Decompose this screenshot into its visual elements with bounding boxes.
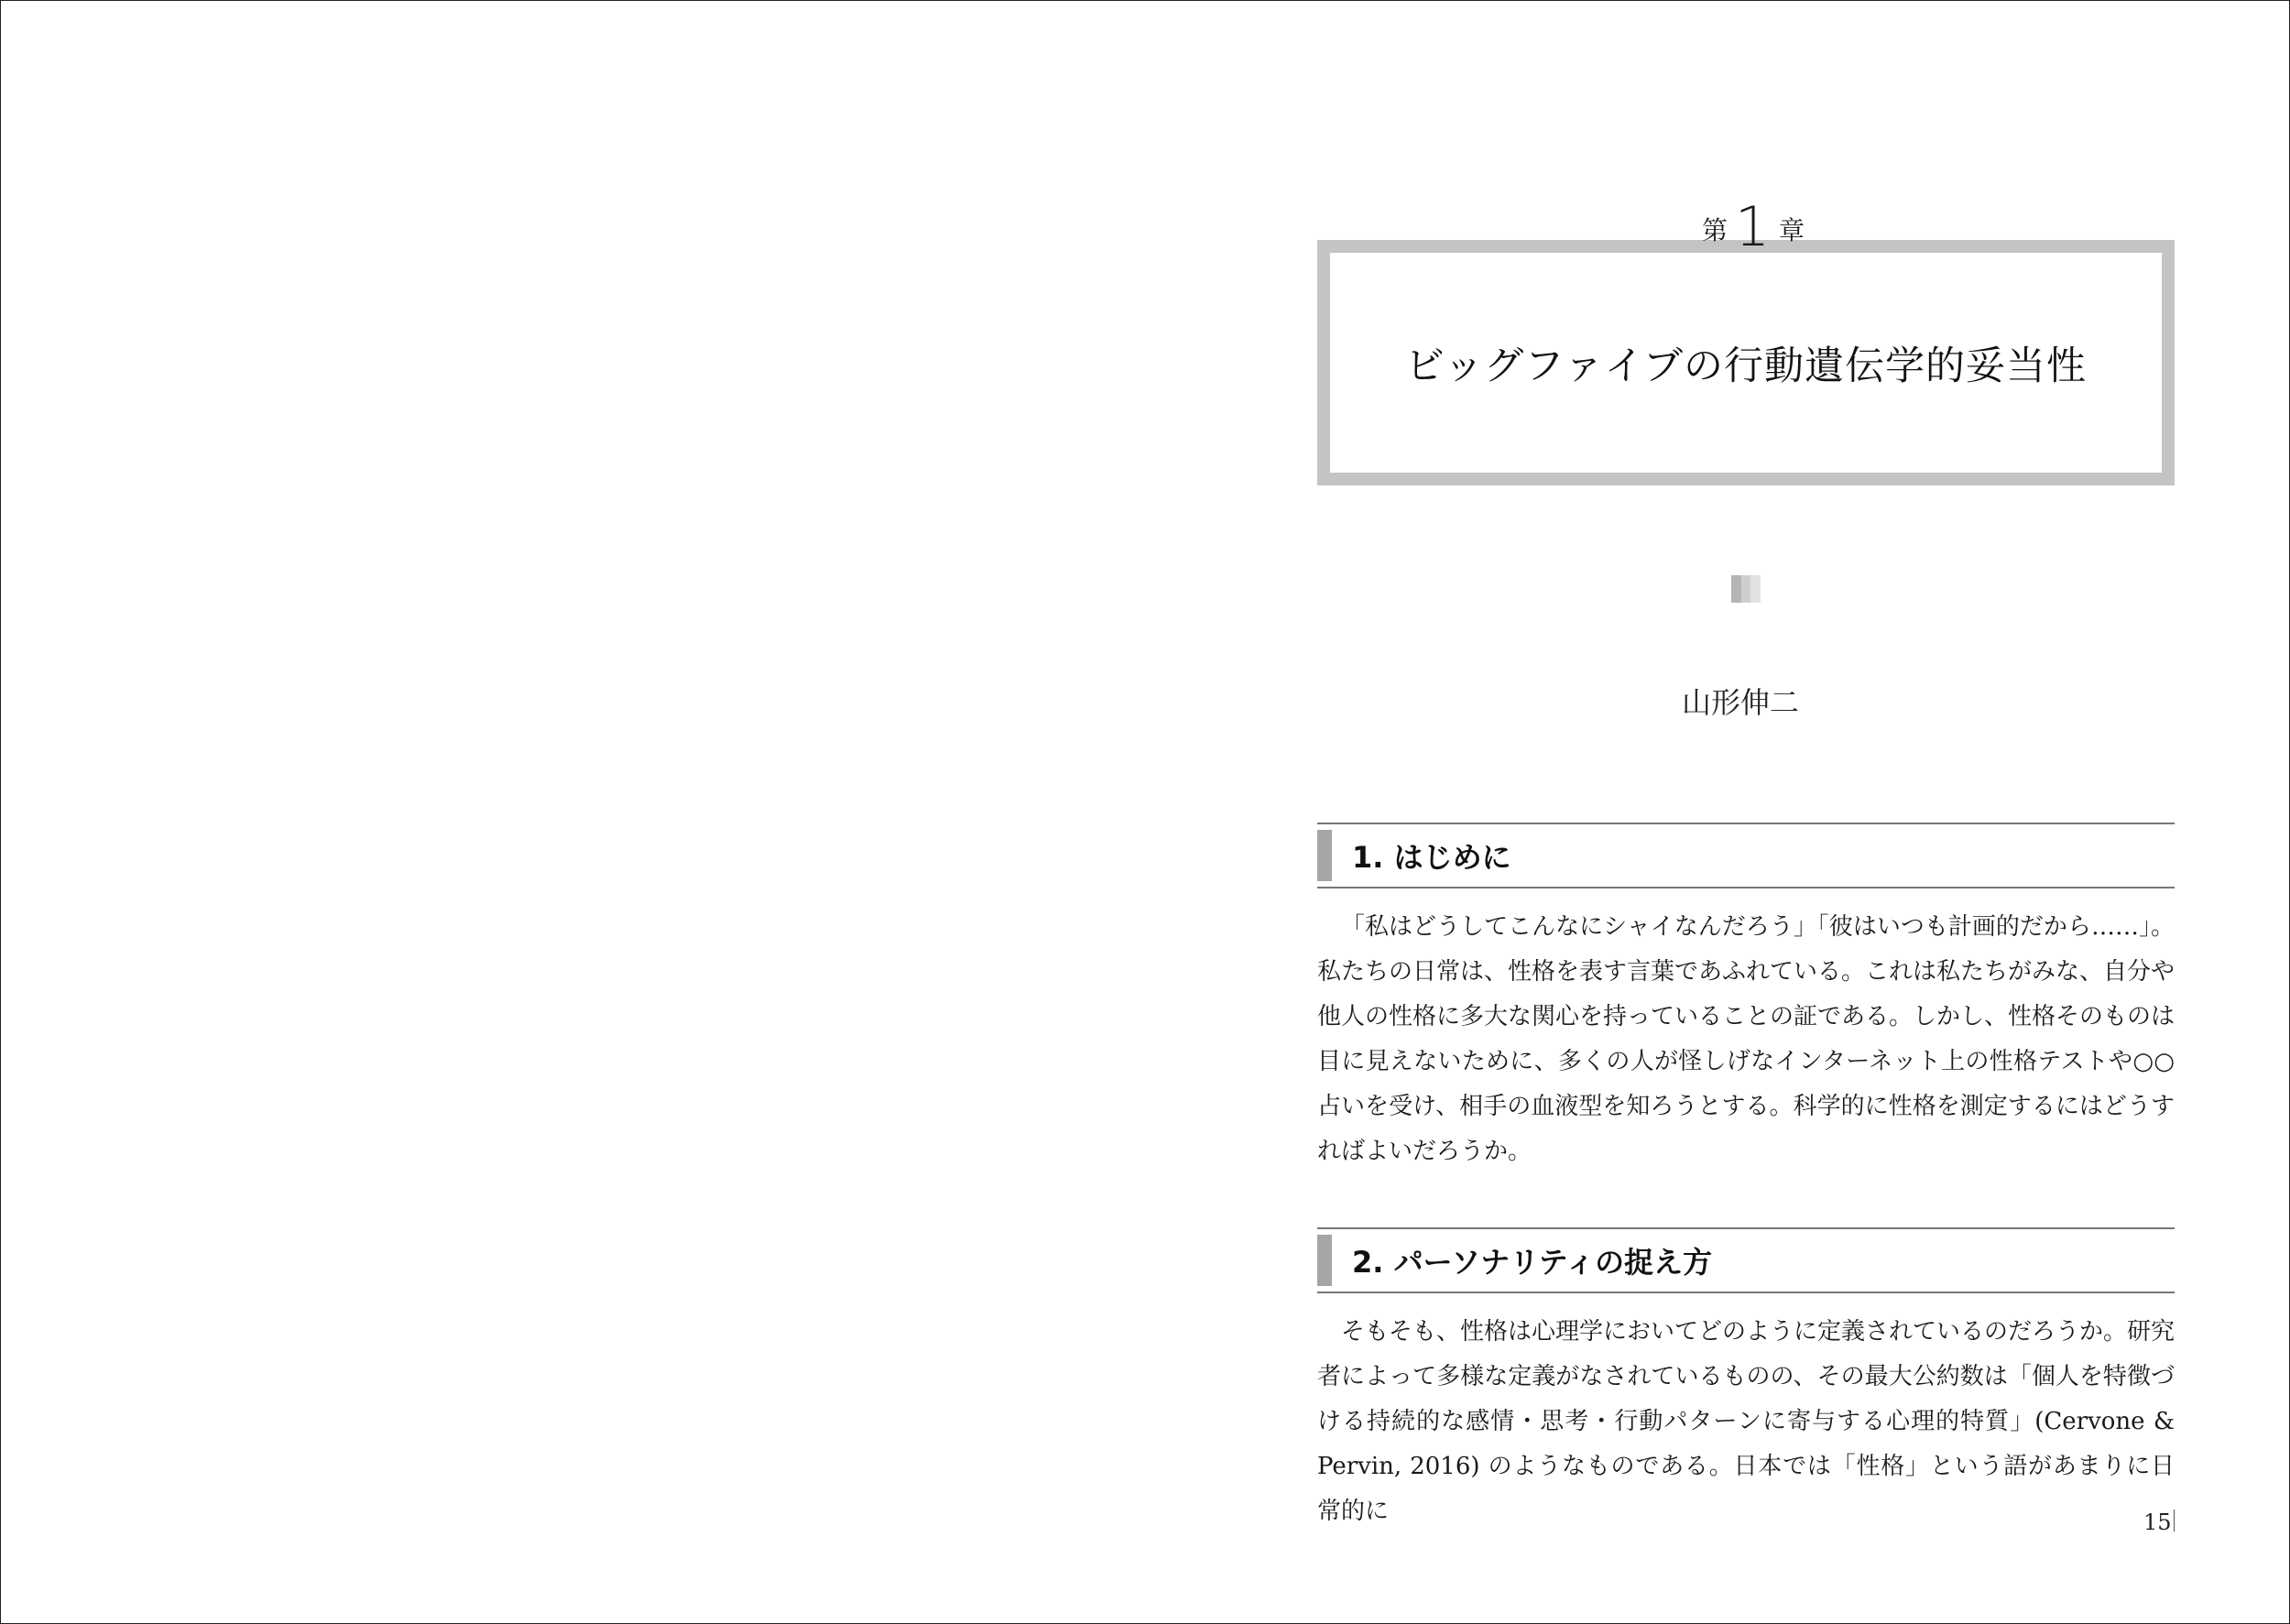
chapter-title-box bbox=[1317, 240, 2175, 485]
paragraph: そもそも、性格は心理学においてどのように定義されているのだろうか。研究者によって多様な定義がなされているものの、その最大公約数は「個人を特徴づける持続的な感情・思考・行動パターンに寄与する心理的特質」(Cervone & Pervin, 2016) のようなものである。日本では「性格」という語があまりに日常的に bbox=[1317, 1318, 2176, 1525]
chapter-title: ビッグファイブの行動遺伝学的妥当性 bbox=[1404, 343, 2088, 389]
chapter-prefix: 第 bbox=[1702, 215, 1728, 245]
section-heading-1 bbox=[1317, 823, 2175, 888]
page-number-rule bbox=[2174, 1510, 2175, 1531]
heading-bar bbox=[1317, 1235, 1332, 1286]
section-2-body bbox=[1317, 1310, 2175, 1534]
section-heading-2 bbox=[1317, 1227, 2175, 1293]
chapter-number: 1 bbox=[1735, 195, 1771, 259]
page-number: 15 bbox=[2143, 1510, 2172, 1535]
author-name: 山形伸二 bbox=[1681, 685, 1799, 720]
section-heading-label: 1. はじめに bbox=[1352, 840, 1511, 875]
right-page bbox=[1145, 0, 2290, 1624]
heading-bar bbox=[1317, 830, 1332, 881]
section-heading-label: 2. パーソナリティの捉え方 bbox=[1352, 1245, 1713, 1280]
chapter-suffix: 章 bbox=[1779, 215, 1805, 245]
ornament-icon bbox=[1731, 575, 1761, 603]
paragraph: 「私はどうしてこんなにシャイなんだろう」「彼はいつも計画的だから……」。私たちの日常は、性格を表す言葉であふれている。これは私たちがみな、自分や他人の性格に多大な関心を持っていることの証である。しかし、性格そのものは目に見えないために、多くの人が怪しげなインターネット上の性格テストや○○占いを受け、相手の血液型を知ろうとする。科学的に性格を測定するにはどうすればよいだろうか。 bbox=[1317, 913, 2176, 1165]
section-1-body bbox=[1317, 905, 2175, 1174]
chapter-label bbox=[1702, 195, 1867, 259]
